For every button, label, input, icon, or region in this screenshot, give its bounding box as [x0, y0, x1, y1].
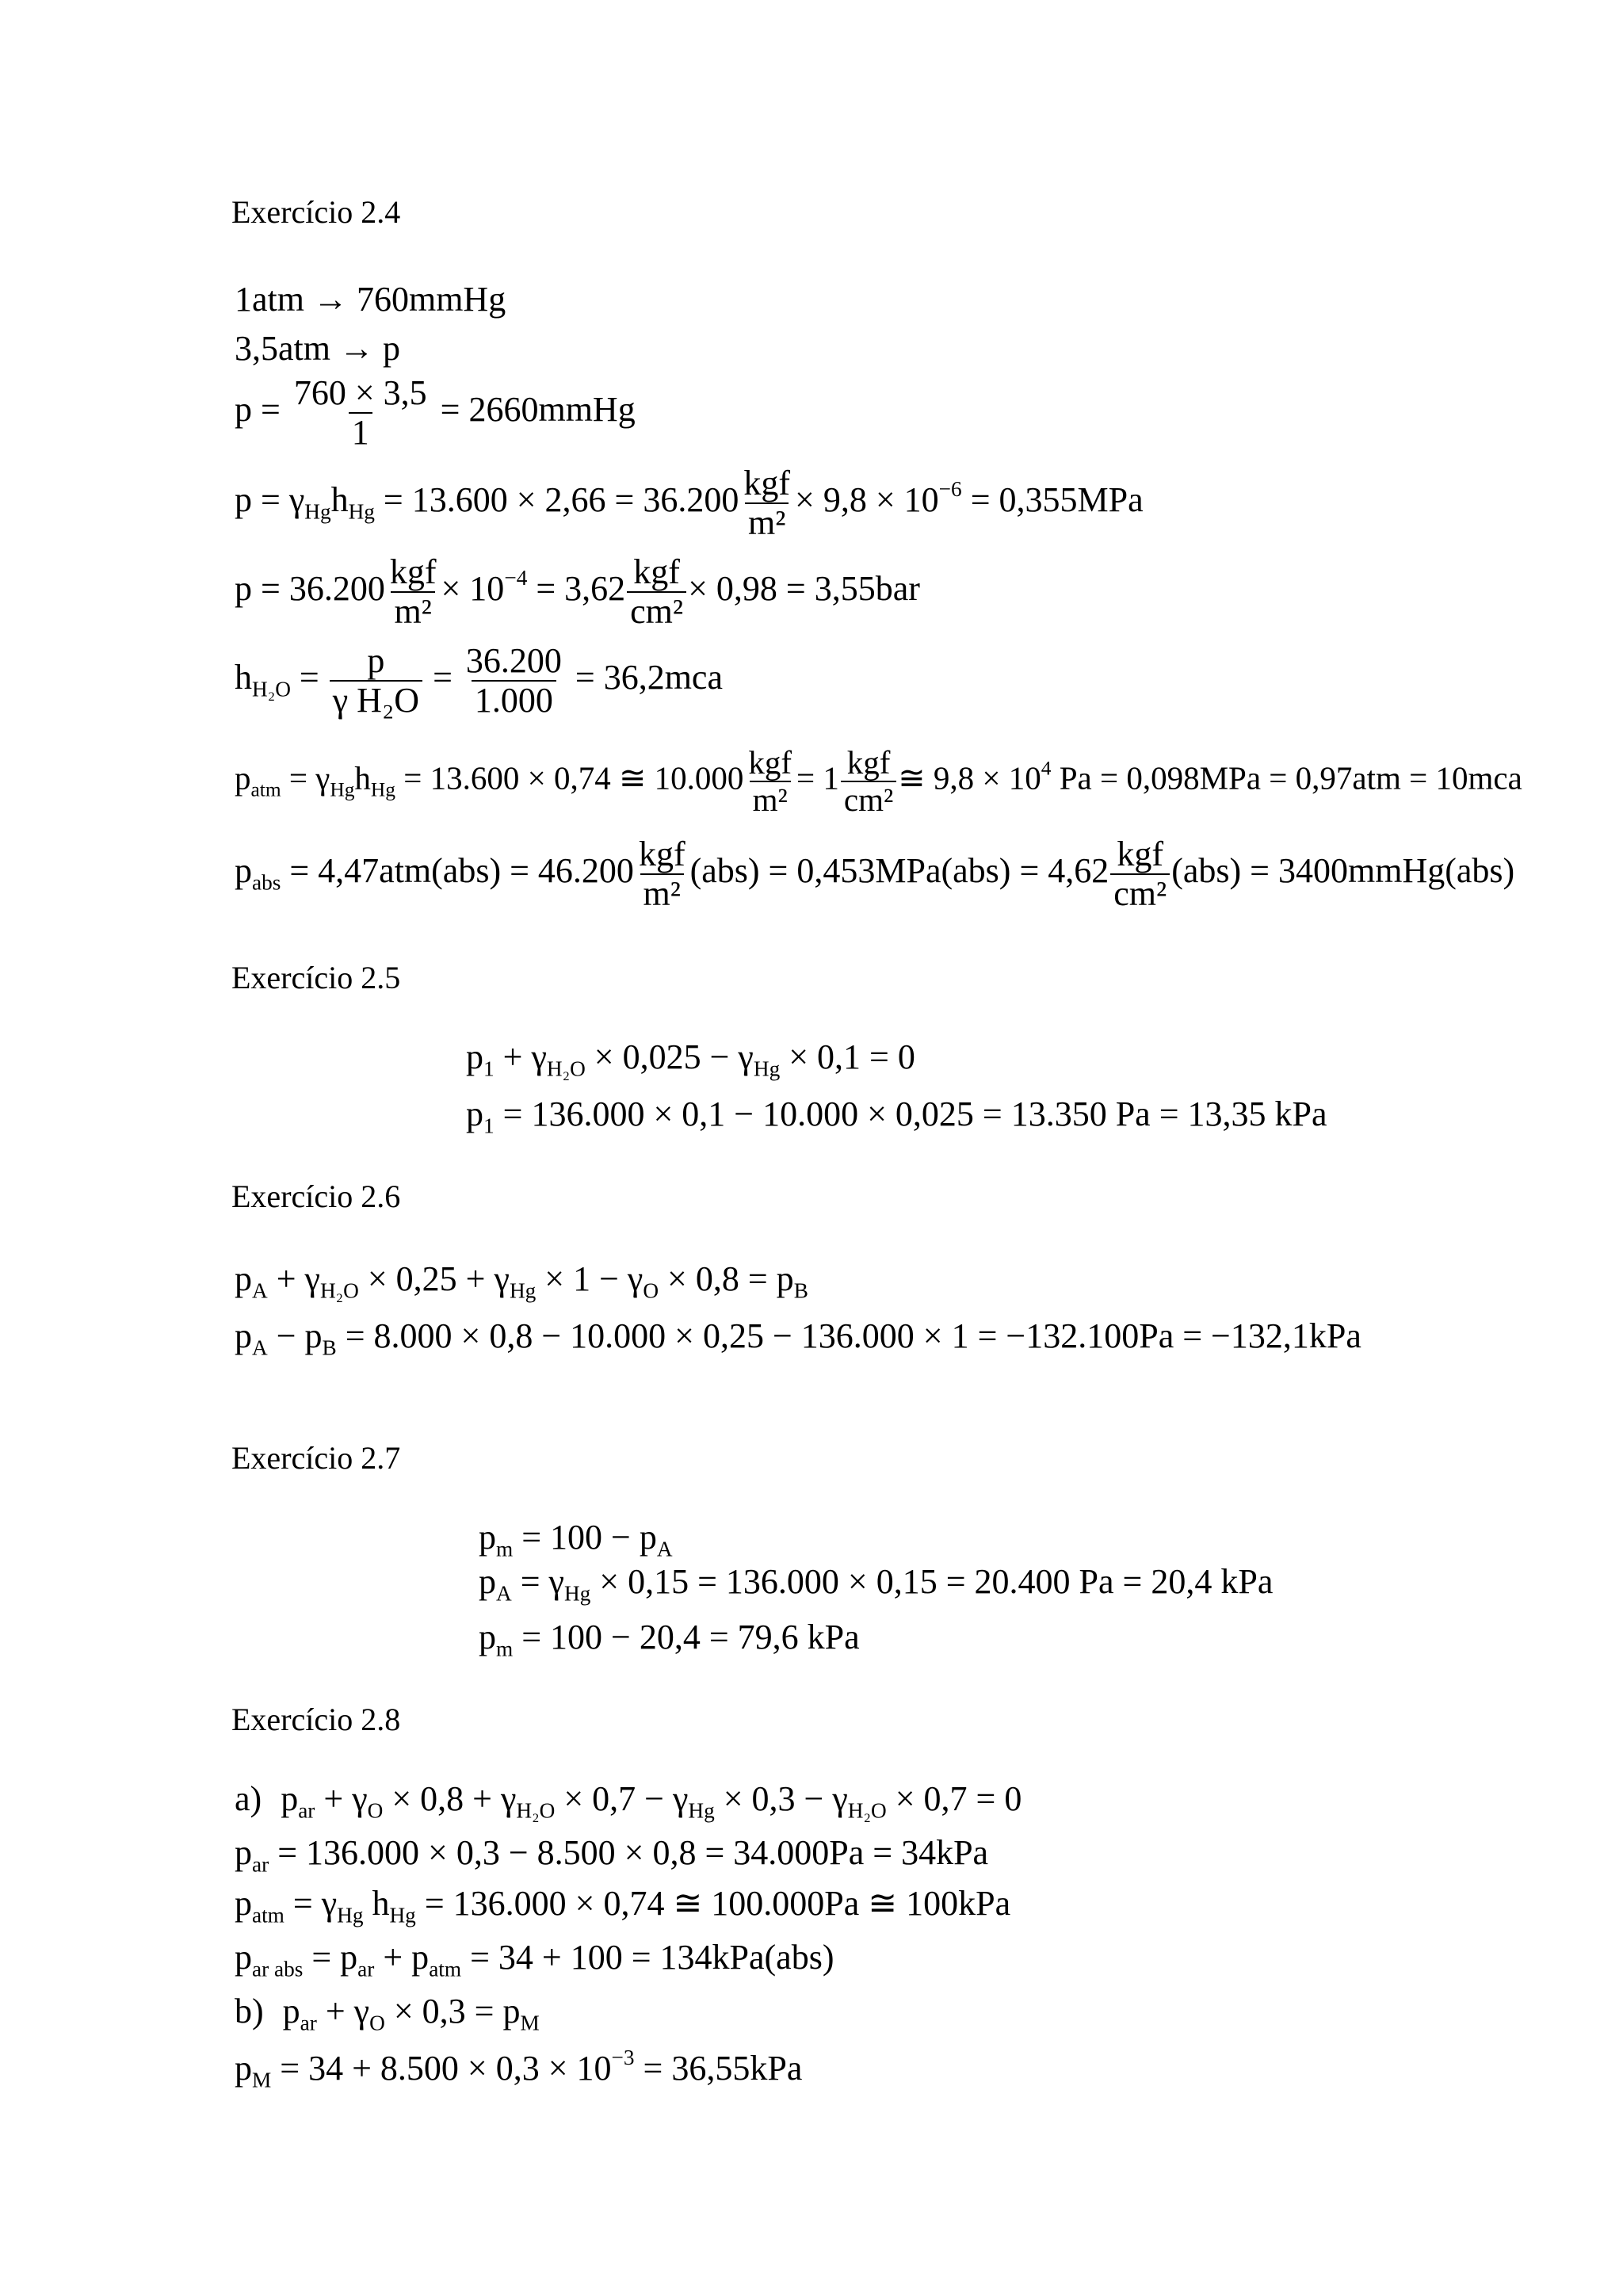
ex28-line-a: a) $p_{ar} + \gamma_O \times 0,8 + \gamma_{H_2O} \times 0,7 - \gamma_{Hg} \times 0,3 - \gamma_{H_2O} \times 0,7 = 0$ [235, 1779, 1022, 1823]
fraction: $\frac{\text{kgf}}{\text{m²}}$ [638, 835, 685, 913]
exercise-2-8-heading: Exercício 2.8 [231, 1702, 401, 1737]
fraction: $\frac{\text{kgf}}{\text{cm²}}$ [1110, 837, 1170, 911]
ex24-line-2: 3,5atm → p [235, 329, 400, 368]
fraction: $\frac{\text{kgf}}{\text{cm²}}$ [627, 555, 686, 629]
ex27-line-1: $p_m = 100 - p_A$ [479, 1518, 673, 1561]
exercise-2-7-heading: Exercício 2.7 [231, 1440, 401, 1476]
fraction: $\frac{\text{kgf}}{\text{m²}}$ [389, 552, 437, 631]
ex28-line-6: $p_M = 34 + 8.500 \times 0,3 \times 10^{-3} = 36,55kPa$ [235, 2045, 803, 2092]
fraction: $\frac{p}{\text{γ H₂O}}$ [330, 644, 422, 718]
ex26-line-2: $p_A - p_B = 8.000 \times 0,8 - 10.000 \times 0,25 - 136.000 \times 1 = -132.100Pa = -132,1kPa$ [235, 1316, 1361, 1360]
ex28-line-3: $p_{atm} = \gamma_{Hg}$ $h_{Hg} = 136.000 \times 0,74$ ≅ 100.000Pa ≅ 100kPa [235, 1884, 1011, 1927]
ex25-line-1: $p_1 + \gamma_{H_2O} \times 0,025 - \gamma_{Hg} \times 0,1 = 0$ [466, 1037, 915, 1081]
fraction: $\frac{\text{kgf}}{\text{m²}}$ [743, 464, 791, 542]
fraction: $\frac{760 \times 3,5}{1}$ [293, 373, 427, 452]
ex28-line-b: b) $p_{ar} + \gamma_O \times 0,3 = p_M$ [235, 1992, 540, 2035]
ex24-line-6: $h_{H_2O}$ = $\frac{p}{\text{γ H₂O}}$ = $\frac{36.200}{1.000}$ = 36,2mca [235, 641, 723, 720]
ex26-line-1: $p_A + \gamma_{H_2O} \times 0,25 + \gamma_{Hg} \times 1 - \gamma_O \times 0,8 = p_B$ [235, 1259, 808, 1303]
fraction: $\frac{\text{kgf}}{\text{m²}}$ [748, 744, 792, 818]
fraction: $\frac{36.200}{1.000}$ [465, 641, 562, 720]
exercise-2-6-heading: Exercício 2.6 [231, 1179, 401, 1214]
exercise-2-5-heading: Exercício 2.5 [231, 960, 401, 995]
fraction: $\frac{\text{kgf}}{\text{cm²}}$ [841, 747, 896, 816]
exercise-2-4-heading: Exercício 2.4 [231, 194, 401, 230]
ex28-line-2: $p_{ar} = 136.000 \times 0,3 - 8.500 \times 0,8 = 34.000Pa = 34kPa$ [235, 1833, 989, 1877]
ex24-line-3: p = $\frac{760 \times 3,5}{1}$ = 2660mmHg [235, 373, 636, 452]
ex24-line-4: $p = \gamma_{Hg}h_{Hg} = 13.600 \times 2,66 = 36.200$ $\frac{\text{kgf}}{\text{m²}}$ × $9,8 \times 10^{-6} = 0,355MPa$ [235, 464, 1144, 542]
ex25-line-2: $p_1 = 136.000 \times 0,1 - 10.000 \times 0,025 = 13.350$ Pa = 13,35 kPa [466, 1095, 1327, 1138]
ex24-line-1: 1atm → 760mmHg [235, 280, 506, 319]
ex27-line-3: $p_m = 100 - 20,4 = 79,6$ kPa [479, 1618, 860, 1661]
ex28-line-4: $p_{ar abs} = p_{ar} + p_{atm} = 34 + 100 = 134kPa(abs)$ [235, 1938, 834, 1981]
ex24-line-7: $p_{atm} = \gamma_{Hg}h_{Hg} = 13.600 \times 0,74$ ≅ 10.000 $\frac{\text{kgf}}{\text{m²}}$ = 1 $\frac{\text{kgf}}{\text{cm²}}$ ≅ $9,8 \times 10^4$ Pa = 0,098MPa = 0,97atm = 10mca [235, 744, 1522, 818]
ex24-line-5: p = 36.200 $\frac{\text{kgf}}{\text{m²}}$ × $10^{-4} = 3,62$ $\frac{\text{kgf}}{\text{cm²}}$ × 0,98 = 3,55bar [235, 552, 920, 631]
ex24-line-8: $p_{abs} = 4,47atm(abs) = 46.200$ $\frac{\text{kgf}}{\text{m²}}$ (abs) = 0,453MPa(abs) = 4,62 $\frac{\text{kgf}}{\text{cm²}}$ (abs) = 3400mmHg(abs) [235, 835, 1515, 913]
ex27-line-2: $p_A = \gamma_{Hg} \times 0,15 = 136.000 \times 0,15 = 20.400$ Pa = 20,4 kPa [479, 1562, 1274, 1606]
